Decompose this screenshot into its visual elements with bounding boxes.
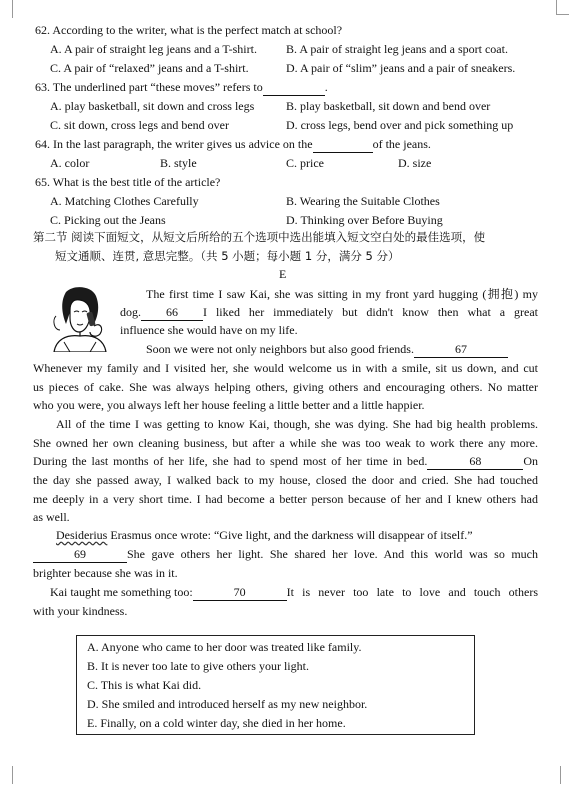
passage-p1-line1: The first time I saw Kai, she was sitting in my front yard hugging (拥抱) my [146, 287, 538, 301]
woman-on-phone-illustration [44, 286, 116, 352]
q62-option-c: C. A pair of “relaxed” jeans and a T-shirt. [50, 61, 249, 75]
passage-p4-line2 [33, 546, 538, 563]
blank-67: 67 [414, 341, 508, 358]
passage-p5-line2: with your kindness. [33, 604, 128, 618]
corner-mark-top-left [2, 0, 13, 18]
p5-never-text: It is never too late to love and touch others [286, 585, 538, 599]
q65-option-d: D. Thinking over Before Buying [286, 213, 443, 227]
q64-option-c: C. price [286, 156, 324, 170]
q64-stem-text: 64. In the last paragraph, the writer gives us advice on the [35, 137, 313, 151]
passage-p3-line1: All of the time I was getting to know Kai, though, she was dying. She had big health problems. [56, 417, 538, 431]
passage-p4-line3: brighter because she was in it. [33, 566, 178, 580]
passage-p3-line2: She owned her own cleaning business, but after a while she was too weak to work there any more. [33, 436, 538, 450]
passage-p3-line5: me deeply in a very short time. I had become a better person because of her and I knew others had [33, 492, 538, 506]
corner-mark-bottom-left [2, 766, 13, 784]
corner-mark-bottom-right [560, 766, 571, 784]
q64-option-b: B. style [160, 156, 197, 170]
passage-p1-line2 [120, 304, 538, 321]
p1-liked-text: I liked her immediately but didn't know then what a great [203, 305, 538, 319]
q62-option-b: B. A pair of straight leg jeans and a sport coat. [286, 42, 508, 56]
q64-option-d: D. size [398, 156, 432, 170]
p3-on-text: On [523, 454, 538, 468]
passage-p3-line6: as well. [33, 510, 70, 524]
q65-option-a: A. Matching Clothes Carefully [50, 194, 199, 208]
p4-quote-text: Erasmus once wrote: “Give light, and the darkness will disappear of itself.” [107, 528, 473, 542]
q65-option-b: B. Wearing the Suitable Clothes [286, 194, 440, 208]
q63-blank [263, 79, 325, 96]
question-62-stem: 62. According to the writer, what is the perfect match at school? [35, 23, 343, 37]
passage-p2-line1 [146, 341, 508, 358]
passage-p2-line3: us pieces of cake. She was always helping others, giving others and encouraging others. No matter [33, 380, 538, 394]
q65-option-c: C. Picking out the Jeans [50, 213, 166, 227]
question-63-stem [35, 79, 328, 96]
passage-p5-line1 [50, 584, 538, 601]
p4-name-underlined: Desiderius [56, 528, 108, 542]
question-64-stem [35, 136, 431, 153]
p2-soon-text: Soon we were not only neighbors but also good friends. [146, 342, 414, 356]
blank-69: 69 [33, 546, 127, 563]
p4-gave-text: She gave others her light. She shared her love. And this world was so much [127, 547, 538, 561]
q63-option-c: C. sit down, cross legs and bend over [50, 118, 229, 132]
answer-options-box [76, 635, 475, 735]
question-65-stem: 65. What is the best title of the article? [35, 175, 221, 189]
q63-option-a: A. play basketball, sit down and cross legs [50, 99, 255, 113]
q63-stem-end: . [324, 80, 328, 94]
option-a: A. Anyone who came to her door was treated like family. [87, 640, 362, 654]
blank-66: 66 [141, 304, 203, 321]
section-instruction-line-1: 第二节 阅读下面短文，从短文后所给的五个选项中选出能填入短文空白处的最佳选项，使 [33, 230, 486, 244]
blank-68: 68 [427, 453, 523, 470]
p5-kai-text: Kai taught me something too: [50, 585, 193, 599]
q64-stem-end: of the jeans. [372, 137, 431, 151]
blank-70: 70 [193, 584, 287, 601]
q62-option-d: D. A pair of “slim” jeans and a pair of sneakers. [286, 61, 516, 75]
passage-p2-line4: who you were, you always left her house feeling a little better and a little happier. [33, 398, 425, 412]
q64-blank [313, 136, 373, 153]
q63-option-d: D. cross legs, bend over and pick something up [286, 118, 514, 132]
q62-option-a: A. A pair of straight leg jeans and a T-shirt. [50, 42, 257, 56]
option-c: C. This is what Kai did. [87, 678, 202, 692]
p3-during-text: During the last months of her life, she had to spend most of her time in bed. [33, 454, 428, 468]
passage-p3-line3 [33, 453, 538, 470]
passage-p3-line4: the day she passed away, I walked back to my house, closed the door and cried. She had touched [33, 473, 538, 487]
section-instruction-line-2: 短文通顺、连贯, 意思完整。（共 5 小题；每小题 1 分，满分 5 分） [55, 249, 400, 263]
passage-p1-line3: influence she would have on my life. [120, 323, 298, 337]
passage-p4-line1 [56, 527, 473, 543]
passage-p2-line2: Whenever my family and I visited her, she would welcome us in with a smile, sit us down, and cut [33, 361, 538, 375]
p1-dog-text: dog. [120, 305, 141, 319]
corner-mark-top-right [556, 0, 569, 15]
q63-stem-text: 63. The underlined part “these moves” refers to [35, 80, 263, 94]
option-e: E. Finally, on a cold winter day, she died in her home. [87, 716, 346, 730]
option-d: D. She smiled and introduced herself as my new neighbor. [87, 697, 368, 711]
q63-option-b: B. play basketball, sit down and bend over [286, 99, 491, 113]
q64-option-a: A. color [50, 156, 90, 170]
passage-letter: E [279, 267, 287, 281]
option-b: B. It is never too late to give others your light. [87, 659, 309, 673]
